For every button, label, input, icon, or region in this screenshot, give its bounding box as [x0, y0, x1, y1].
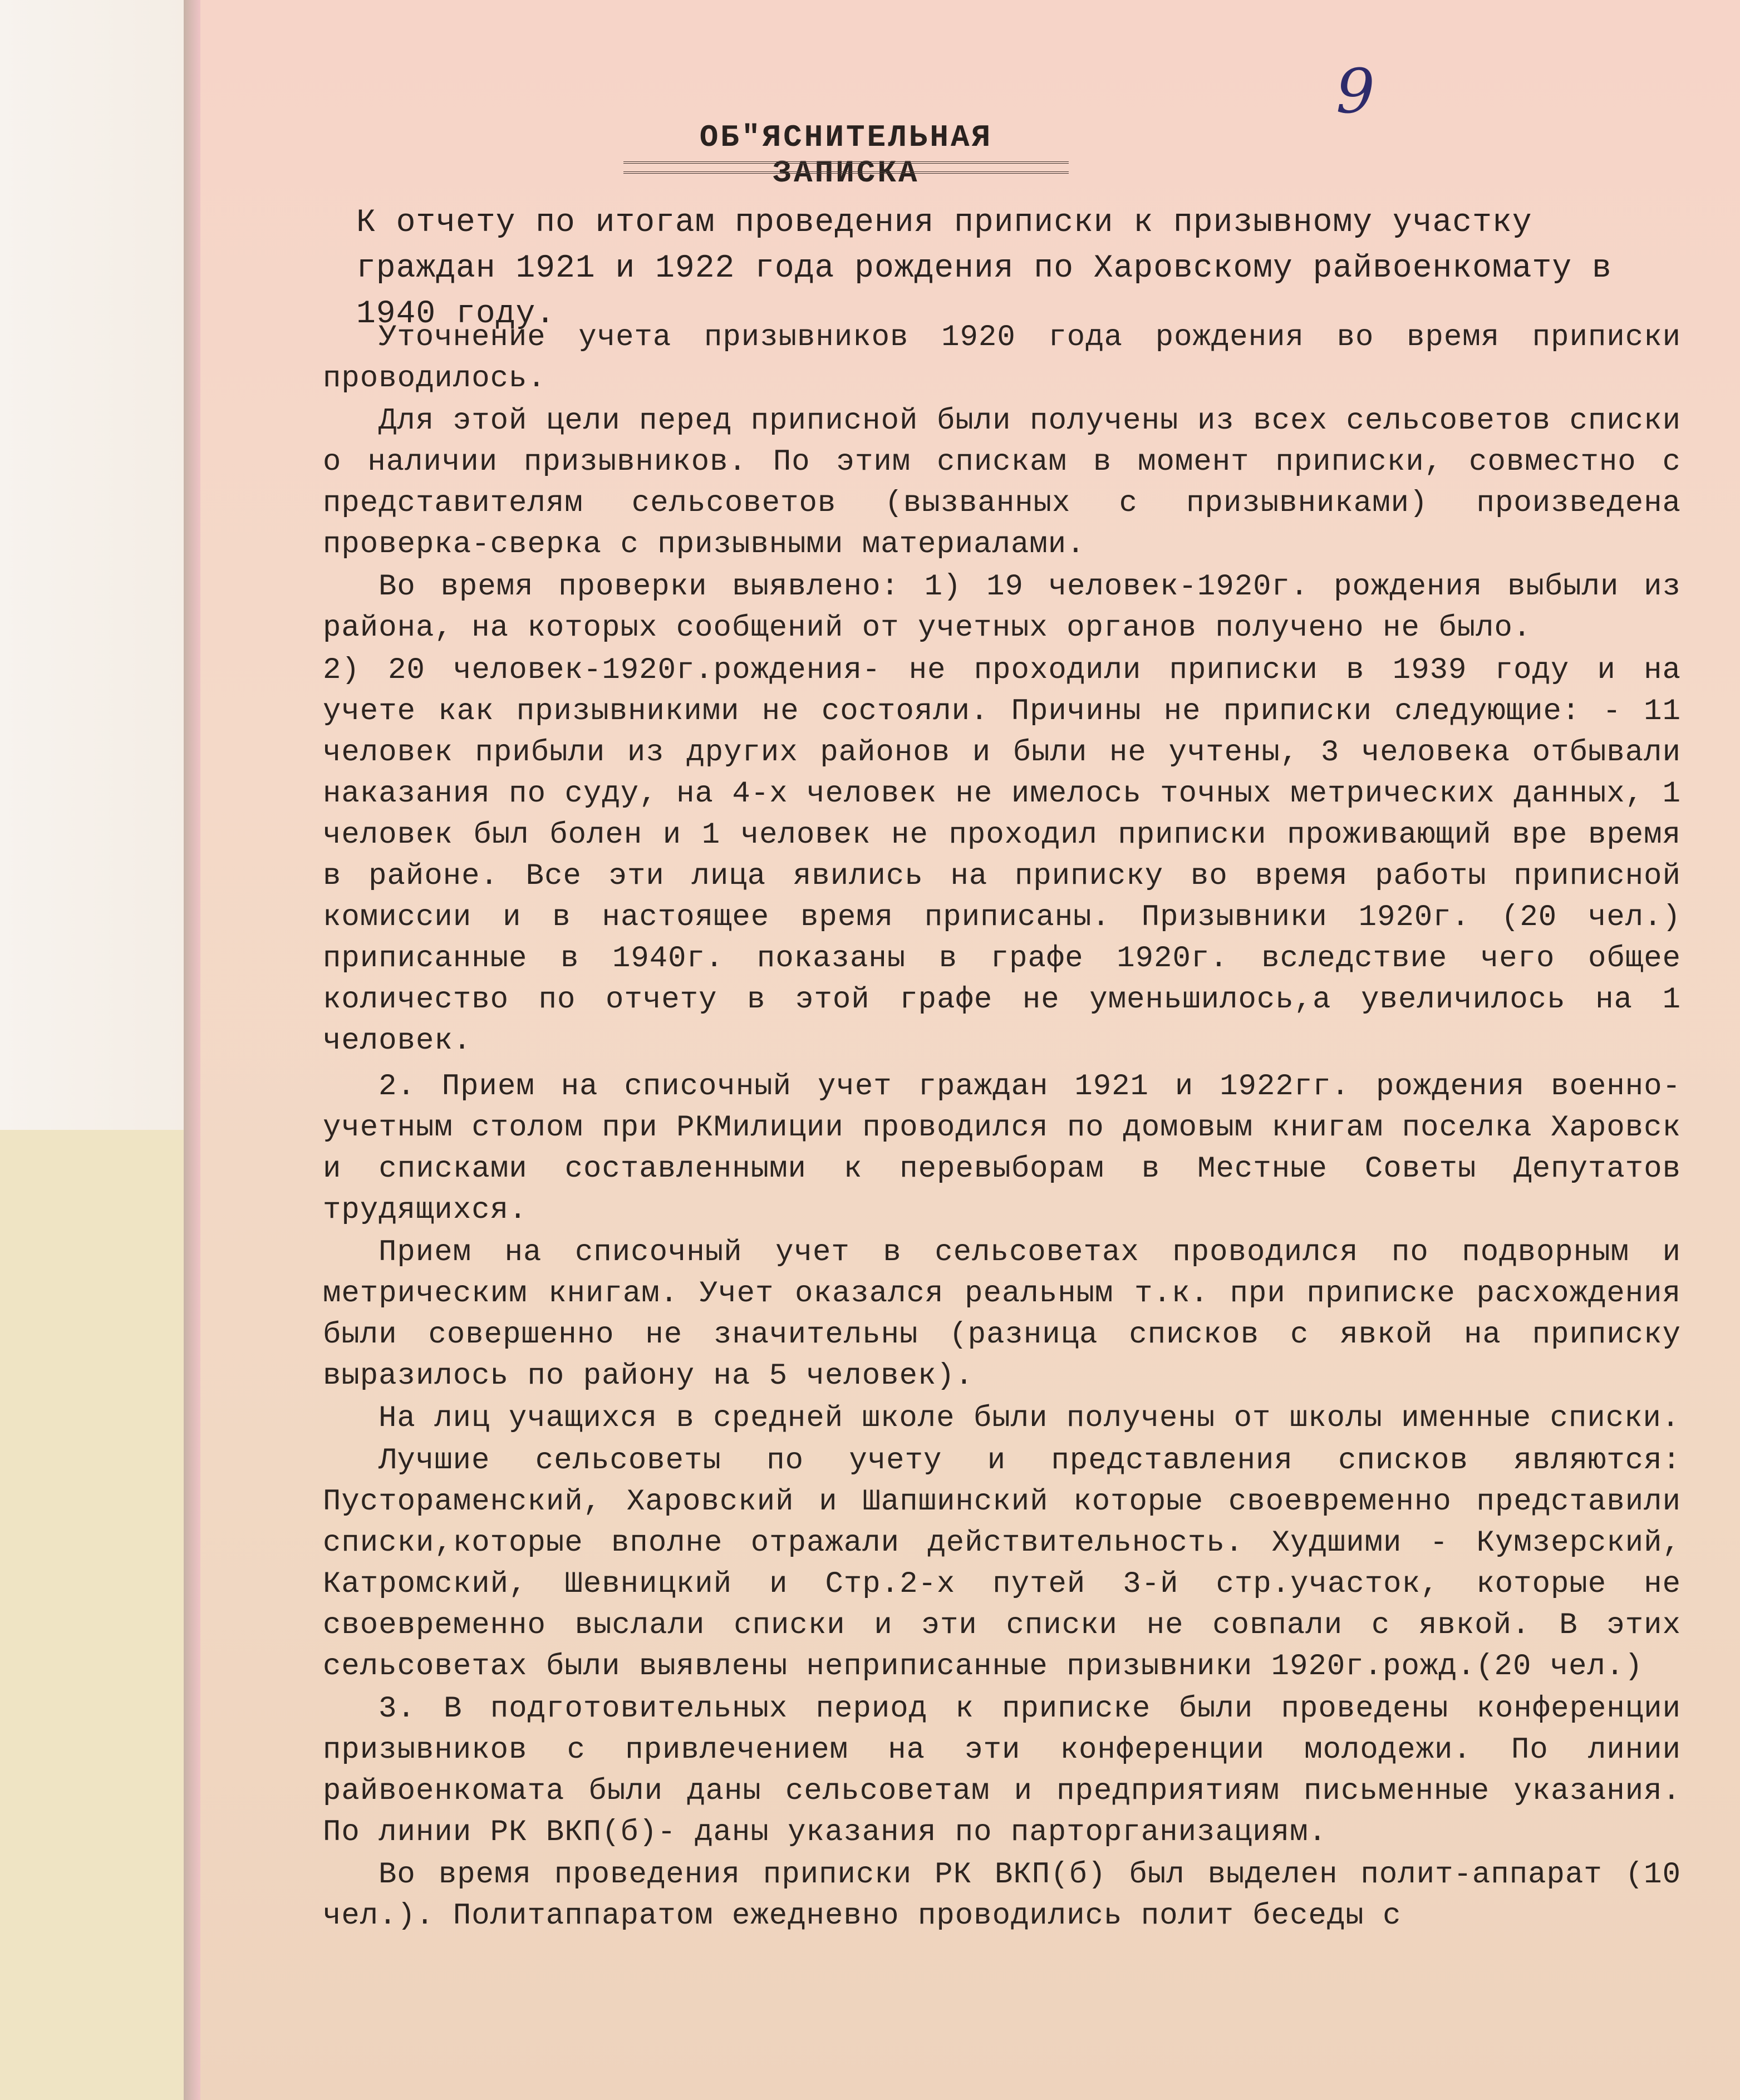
binding-lower-sheet — [0, 1130, 184, 2100]
paragraph: 2) 20 человек-1920г.рождения- не проходили приписки в 1939 году и на учете как призывникими не состояли. Причины не приписки следующие: - 11 человек прибыли из других районов и были не учтены, 3 человека отбывали наказания по суду, на 4-х человек не имелось точных метрических данных, 1 человек был болен и 1 человек не проходил приписки проживающий вре время в районе. Все эти лица явились на приписку во время работы приписной комиссии и в настоящее время приписаны. Призывники 1920г. (20 чел.) приписанные в 1940г. показаны в графе 1920г. вследствие чего общее количество по отчету в этой графе не уменьшилось,а увеличилось на 1 человек. — [323, 653, 1681, 1058]
paragraph: 3. В подготовительных период к приписке были проведены конференции призывников с привлечением на эти конференции молодежи. По линии райвоенкомата были даны сельсоветам и предприятиям письменные указания. По линии РК ВКП(б)- даны указания по парторганизациям. — [323, 1692, 1681, 1850]
document-title: ОБ"ЯСНИТЕЛЬНАЯ ЗАПИСКА — [699, 120, 993, 191]
paragraph: Прием на списочный учет в сельсоветах проводился по подворным и метрическим книгам. Учет оказался реальным т.к. при приписке расхождения были совершенно не значительны (разница списков с явкой на приписку выразилось по району на 5 человек). — [323, 1236, 1681, 1393]
paragraph: Во время проверки выявлено: 1) 19 человек-1920г. рождения выбыли из района, на которых сообщений от учетных органов получено не было. — [323, 570, 1681, 645]
paragraph: Лучшие сельсоветы по учету и представления списков являются: Пустораменский, Харовский и Шапшинский которые своевременно представили списки,которые вполне отражали действительность. Худшими - Кумзерский, Катромский, Шевницкий и Стр.2-х путей 3-й стр.участок, которые не своевременно выслали списки и эти списки не совпали с явкой. В этих сельсоветах были выявлены неприписанные призывники 1920г.рожд.(20 чел.) — [323, 1444, 1681, 1684]
folio-number: 9 — [1336, 56, 1375, 127]
paragraph: Уточнение учета призывников 1920 года рождения во время приписки проводилось. — [323, 321, 1681, 396]
document-intro: К отчету по итогам проведения приписки к призывному участку граждан 1921 и 1922 года рождения по Харовскому райвоенкомату в 1940 году. — [356, 205, 1612, 332]
paragraph: На лиц учащихся в средней школе были получены от школы именные списки. — [379, 1401, 1680, 1435]
paragraph: Для этой цели перед приписной были получены из всех сельсоветов списки о наличии призывников. По этим спискам в момент приписки, совместно с представителям сельсоветов (вызванных с призывниками) произведена проверка-сверка с призывными материалами. — [323, 404, 1681, 562]
document-body — [323, 317, 1681, 1938]
paragraph: Во время проведения приписки РК ВКП(б) был выделен полит-аппарат (10 чел.). Политаппаратом ежедневно проводились полит беседы с — [323, 1858, 1681, 1933]
title-underline — [623, 161, 1069, 174]
paragraph: 2. Прием на списочный учет граждан 1921 и 1922гг. рождения военно-учетным столом при РКМилиции проводился по домовым книгам поселка Харовск и списками составленными к перевыборам в Местные Советы Депутатов трудящихся. — [323, 1070, 1681, 1227]
